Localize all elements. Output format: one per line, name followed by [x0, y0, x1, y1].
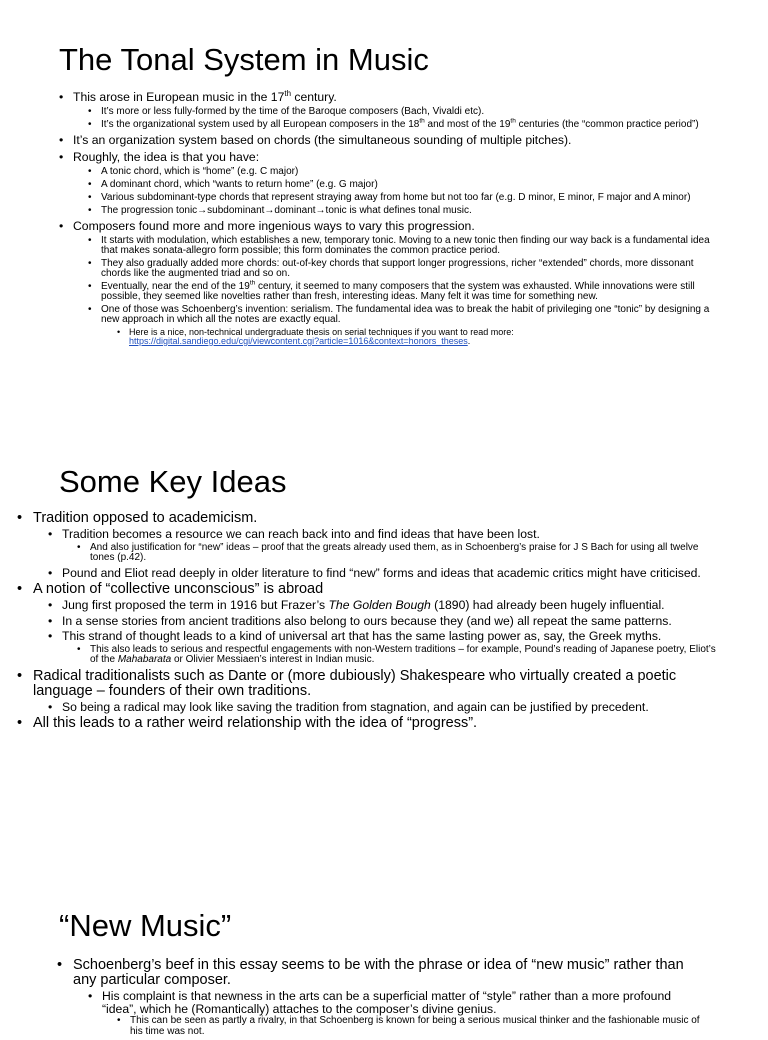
bullet-item: • It’s the organizational system used by all European composers in the 18th and most of the 19th centuries (the “common practice period”) — [101, 120, 713, 130]
bullet-item: • This also leads to serious and respectful engagements with non-Western traditions – for example, Pound’s reading of Japanese poetry, Eliot’s of the Mahabarata or Olivier Messiaen’s interest in Indian music. — [90, 645, 723, 666]
bullet-list — [73, 88, 713, 350]
bullet-item: • The progression tonic→subdominant→dominant→tonic is what defines tonal music. — [101, 206, 713, 216]
bullet-item: • All this leads to a rather weird relationship with the idea of “progress”. — [33, 716, 723, 731]
bullet-item: • Tradition becomes a resource we can reach back into and find ideas that have been lost. • And also justification for “new” ideas – proof that the greats already used them, as in Schoenberg’s praise for J S Bach for using all twelve tones (p.42). — [62, 528, 723, 564]
bullet-item: • This can be seen as partly a rivalry, in that Schoenberg is known for being a serious musical thinker and the fashionable music of his time was not. — [130, 1016, 703, 1037]
bullet-item: • Roughly, the idea is that you have: • A tonic chord, which is “home” (e.g. C major) • A dominant chord, which “wants to return home” (e.g. G major) • Various subdominant-type chords that represent straying away from home but not too far (e.g. D minor, E minor, F major and A minor) • The progression tonic→subdominant→dominant→tonic is what defines tonal music. — [73, 151, 713, 216]
bullet-item: • Various subdominant-type chords that represent straying away from home but not too far (e.g. D minor, E minor, F major and A minor) — [101, 193, 713, 203]
bullet-item: • And also justification for “new” ideas – proof that the greats already used them, as in Schoenberg’s praise for J S Bach for using all twelve tones (p.42). — [90, 543, 723, 564]
bullet-item: • It’s an organization system based on chords (the simultaneous sounding of multiple pitches). — [73, 134, 713, 147]
bullet-item: • Composers found more and more ingenious ways to vary this progression. • It starts with modulation, which establishes a new, temporary tonic. Moving to a new tonic then finding our way back is a fundamental idea that makes sonata-allegro form possible; this form dominates the common practice period. • They also gradually added more chords: out-of-key chords that support longer progressions, richer “extended” chords, more dissonant chords like the augmented triad and so on. • Eventually, near the end of the 19th century, it seemed to many composers that the system was exhausted. While innovations were still possible, they seemed like novelties rather than fresh, interesting ideas. Many felt it was time for something new. • One of those was Schoenberg’s invention: serialism. The fundamental idea was to break the habit of privileging one “tonic” by designing a new approach in which all the notes are exactly equal. • Here is a nice, non-technical undergraduate thesis on serial techniques if you want to read more: https://digital.sandiego.edu/cgi/viewcontent.cgi?article=1016&context=honors_theses. — [73, 220, 713, 346]
slide-title: Some Key Ideas — [59, 464, 287, 499]
bullet-item: • Eventually, near the end of the 19th century, it seemed to many composers that the system was exhausted. While innovations were still possible, they seemed like novelties rather than fresh, interesting ideas. Many felt it was time for something new. — [101, 282, 713, 302]
bullet-item: • A notion of “collective unconscious” is abroad • Jung first proposed the term in 1916 but Frazer’s The Golden Bough (1890) had already been hugely influential. • In a sense stories from ancient traditions also belong to ours because they (and we) all repeat the same patterns. • This strand of thought leads to a kind of universal art that has the same lasting power as, say, the Greek myths. • This also leads to serious and respectful engagements with non-Western traditions – for example, Pound’s reading of Japanese poetry, Eliot’s of the Mahabarata or Olivier Messiaen’s interest in Indian music. — [33, 582, 723, 666]
bullet-item: • Pound and Eliot read deeply in older literature to find “new” forms and ideas that academic critics might have criticised. — [62, 567, 723, 580]
bullet-item: • This arose in European music in the 17th century. • It’s more or less fully-formed by the time of the Baroque composers (Bach, Vivaldi etc). • It’s the organizational system used by all European composers in the 18th and most of the 19th centuries (the “common practice period”) — [73, 91, 713, 130]
thesis-link[interactable]: https://digital.sandiego.edu/cgi/viewcontent.cgi?article=1016&context=honors_theses — [129, 336, 468, 346]
bullet-list — [73, 958, 703, 1040]
bullet-item: • This strand of thought leads to a kind of universal art that has the same lasting power as, say, the Greek myths. • This also leads to serious and respectful engagements with non-Western traditions – for example, Pound’s reading of Japanese poetry, Eliot’s of the Mahabarata or Olivier Messiaen’s interest in Indian music. — [62, 630, 723, 666]
bullet-item: • In a sense stories from ancient traditions also belong to ours because they (and we) all repeat the same patterns. — [62, 615, 723, 628]
bullet-item: • So being a radical may look like saving the tradition from stagnation, and again can be justified by precedent. — [62, 701, 723, 714]
bullet-item: • They also gradually added more chords: out-of-key chords that support longer progressions, richer “extended” chords, more dissonant chords like the augmented triad and so on. — [101, 259, 713, 279]
slide-title: “New Music” — [59, 908, 232, 943]
bullet-item: • Here is a nice, non-technical undergraduate thesis on serial techniques if you want to read more: https://digital.sandiego.edu/cgi/viewcontent.cgi?article=1016&context=honors_theses. — [129, 328, 713, 346]
slide-title: The Tonal System in Music — [59, 42, 429, 77]
bullet-item: • A dominant chord, which “wants to return home” (e.g. G major) — [101, 180, 713, 190]
bullet-item: • One of those was Schoenberg’s invention: serialism. The fundamental idea was to break the habit of privileging one “tonic” by designing a new approach in which all the notes are exactly equal. • Here is a nice, non-technical undergraduate thesis on serial techniques if you want to read more: https://digital.sandiego.edu/cgi/viewcontent.cgi?article=1016&context=honors_theses. — [101, 305, 713, 346]
bullet-item: • Tradition opposed to academicism. • Tradition becomes a resource we can reach back into and find ideas that have been lost. • And also justification for “new” ideas – proof that the greats already used them, as in Schoenberg’s praise for J S Bach for using all twelve tones (p.42). • Pound and Eliot read deeply in older literature to find “new” forms and ideas that academic critics might have criticised. — [33, 511, 723, 579]
bullet-item: • Schoenberg’s beef in this essay seems to be with the phrase or idea of “new music” rather than any particular composer. • His complaint is that newness in the arts can be a superficial matter of “style” rather than a more profound “idea”, which he (Romantically) attaches to the composer’s divine genius. • This can be seen as partly a rivalry, in that Schoenberg is known for being a serious musical thinker and the fashionable music of his time was not. — [73, 958, 703, 1037]
bullet-item: • A tonic chord, which is “home” (e.g. C major) — [101, 167, 713, 177]
bullet-item: • Jung first proposed the term in 1916 but Frazer’s The Golden Bough (1890) had already been hugely influential. — [62, 599, 723, 612]
bullet-item: • Radical traditionalists such as Dante or (more dubiously) Shakespeare who virtually created a poetic language – founders of their own traditions. • So being a radical may look like saving the tradition from stagnation, and again can be justified by precedent. — [33, 669, 723, 714]
bullet-item: • His complaint is that newness in the arts can be a superficial matter of “style” rather than a more profound “idea”, which he (Romantically) attaches to the composer’s divine genius. • This can be seen as partly a rivalry, in that Schoenberg is known for being a serious musical thinker and the fashionable music of his time was not. — [102, 990, 703, 1037]
bullet-list — [33, 511, 723, 734]
bullet-item: • It starts with modulation, which establishes a new, temporary tonic. Moving to a new tonic then finding our way back is a fundamental idea that makes sonata-allegro form possible; this form dominates the common practice period. — [101, 236, 713, 256]
bullet-item: • It’s more or less fully-formed by the time of the Baroque composers (Bach, Vivaldi etc). — [101, 107, 713, 117]
